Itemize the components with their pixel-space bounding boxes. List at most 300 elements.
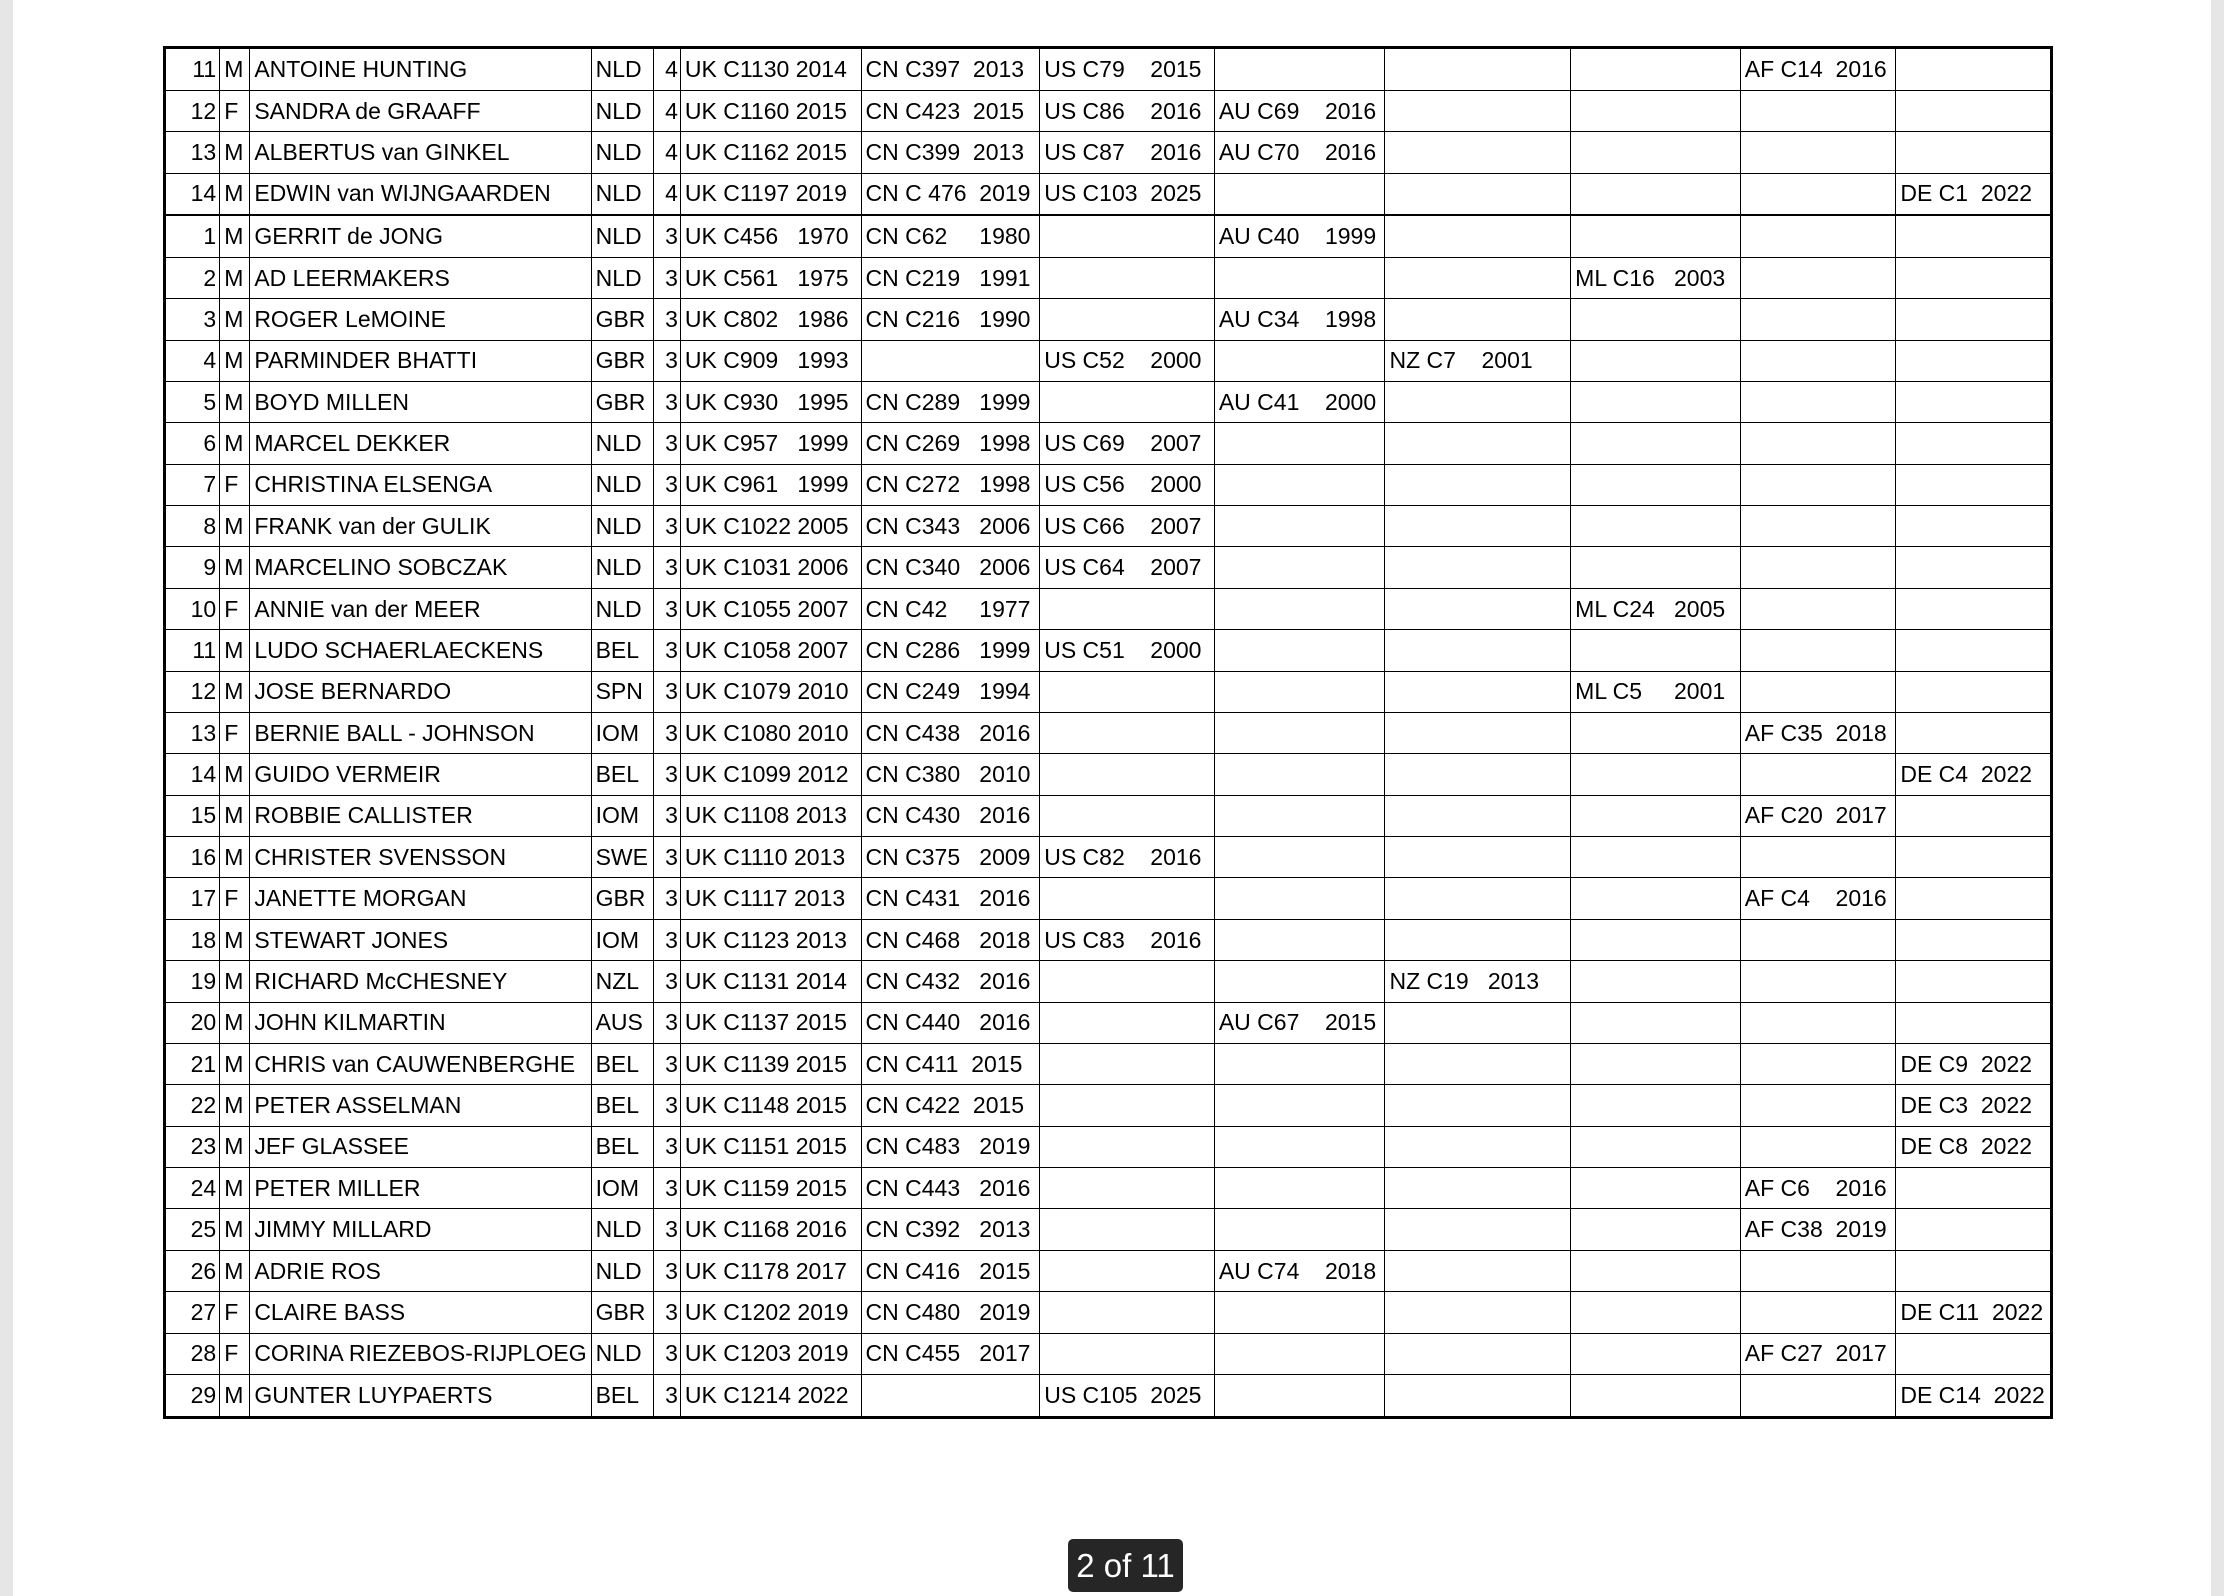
table-row	[165, 1043, 2052, 1084]
cn-entry-cell	[861, 1374, 1040, 1417]
af-entry-cell	[1740, 340, 1896, 381]
ml-entry-cell	[1571, 1374, 1741, 1417]
af-entry-cell	[1740, 754, 1896, 795]
member-name-cell: GUIDO VERMEIR	[250, 754, 591, 795]
af-entry-cell	[1740, 1043, 1896, 1084]
uk-entry-cell: UK C957 1999	[680, 423, 861, 464]
us-entry-cell	[1040, 878, 1215, 919]
de-entry-cell	[1896, 90, 2052, 131]
table-row	[165, 712, 2052, 753]
au-entry-cell	[1214, 1168, 1385, 1209]
ml-entry-cell	[1571, 90, 1741, 131]
nz-entry-cell	[1385, 381, 1571, 422]
table-row	[165, 795, 2052, 836]
af-entry-cell: AF C6 2016	[1740, 1168, 1896, 1209]
cn-entry-cell: CN C411 2015	[861, 1043, 1040, 1084]
gender-cell: M	[220, 1002, 250, 1043]
country-code-cell: NLD	[591, 1250, 653, 1291]
nz-entry-cell	[1385, 837, 1571, 878]
member-name-cell: ROBBIE CALLISTER	[250, 795, 591, 836]
nz-entry-cell	[1385, 1292, 1571, 1333]
gender-cell: F	[220, 712, 250, 753]
table-row	[165, 1250, 2052, 1291]
country-code-cell: NLD	[591, 132, 653, 173]
ml-entry-cell	[1571, 837, 1741, 878]
au-entry-cell	[1214, 423, 1385, 464]
row-number-cell: 2	[165, 257, 220, 298]
us-entry-cell	[1040, 961, 1215, 1002]
table-body	[165, 48, 2052, 1418]
table-row	[165, 216, 2052, 257]
table-row	[165, 878, 2052, 919]
row-number-cell: 12	[165, 90, 220, 131]
us-entry-cell: US C105 2025	[1040, 1374, 1215, 1417]
member-name-cell: EDWIN van WIJNGAARDEN	[250, 173, 591, 214]
table-row	[165, 506, 2052, 547]
cn-entry-cell: CN C219 1991	[861, 257, 1040, 298]
document-page	[13, 0, 2211, 1596]
uk-entry-cell: UK C1031 2006	[680, 547, 861, 588]
gender-cell: M	[220, 754, 250, 795]
nz-entry-cell	[1385, 48, 1571, 91]
au-entry-cell	[1214, 1374, 1385, 1417]
nz-entry-cell: NZ C7 2001	[1385, 340, 1571, 381]
uk-entry-cell: UK C1197 2019	[680, 173, 861, 214]
ml-entry-cell	[1571, 1250, 1741, 1291]
de-entry-cell	[1896, 381, 2052, 422]
de-entry-cell: DE C3 2022	[1896, 1085, 2052, 1126]
af-entry-cell	[1740, 837, 1896, 878]
af-entry-cell	[1740, 919, 1896, 960]
nz-entry-cell	[1385, 588, 1571, 629]
ml-entry-cell	[1571, 340, 1741, 381]
nz-entry-cell	[1385, 257, 1571, 298]
gender-cell: M	[220, 381, 250, 422]
country-code-cell: NLD	[591, 216, 653, 257]
cn-entry-cell: CN C375 2009	[861, 837, 1040, 878]
uk-entry-cell: UK C1168 2016	[680, 1209, 861, 1250]
de-entry-cell	[1896, 299, 2052, 340]
us-entry-cell	[1040, 1085, 1215, 1126]
row-number-cell: 24	[165, 1168, 220, 1209]
de-entry-cell	[1896, 506, 2052, 547]
member-name-cell: LUDO SCHAERLAECKENS	[250, 630, 591, 671]
row-number-cell: 25	[165, 1209, 220, 1250]
af-entry-cell	[1740, 1002, 1896, 1043]
country-code-cell: IOM	[591, 919, 653, 960]
us-entry-cell	[1040, 1168, 1215, 1209]
level-cell: 3	[653, 547, 680, 588]
gender-cell: M	[220, 1085, 250, 1126]
member-name-cell: CHRIS van CAUWENBERGHE	[250, 1043, 591, 1084]
country-code-cell: BEL	[591, 1374, 653, 1417]
au-entry-cell	[1214, 547, 1385, 588]
member-name-cell: CHRISTER SVENSSON	[250, 837, 591, 878]
table-row	[165, 257, 2052, 298]
level-cell: 4	[653, 48, 680, 91]
au-entry-cell	[1214, 1209, 1385, 1250]
au-entry-cell	[1214, 919, 1385, 960]
row-number-cell: 19	[165, 961, 220, 1002]
af-entry-cell: AF C4 2016	[1740, 878, 1896, 919]
de-entry-cell: DE C1 2022	[1896, 173, 2052, 214]
table-row	[165, 132, 2052, 173]
nz-entry-cell	[1385, 1250, 1571, 1291]
ml-entry-cell	[1571, 919, 1741, 960]
gender-cell: M	[220, 1126, 250, 1167]
ml-entry-cell	[1571, 754, 1741, 795]
au-entry-cell	[1214, 961, 1385, 1002]
level-cell: 3	[653, 1002, 680, 1043]
row-number-cell: 16	[165, 837, 220, 878]
af-entry-cell	[1740, 216, 1896, 257]
au-entry-cell: AU C67 2015	[1214, 1002, 1385, 1043]
ml-entry-cell	[1571, 1043, 1741, 1084]
level-cell: 3	[653, 961, 680, 1002]
af-entry-cell: AF C20 2017	[1740, 795, 1896, 836]
us-entry-cell	[1040, 1209, 1215, 1250]
nz-entry-cell	[1385, 173, 1571, 214]
ml-entry-cell	[1571, 423, 1741, 464]
ml-entry-cell	[1571, 878, 1741, 919]
member-name-cell: RICHARD McCHESNEY	[250, 961, 591, 1002]
table-row	[165, 1085, 2052, 1126]
level-cell: 3	[653, 1209, 680, 1250]
uk-entry-cell: UK C1130 2014	[680, 48, 861, 91]
table-row	[165, 630, 2052, 671]
us-entry-cell	[1040, 381, 1215, 422]
row-number-cell: 3	[165, 299, 220, 340]
table-row	[165, 671, 2052, 712]
cn-entry-cell: CN C423 2015	[861, 90, 1040, 131]
uk-entry-cell: UK C961 1999	[680, 464, 861, 505]
af-entry-cell	[1740, 1250, 1896, 1291]
au-entry-cell	[1214, 257, 1385, 298]
de-entry-cell	[1896, 588, 2052, 629]
nz-entry-cell	[1385, 712, 1571, 753]
cn-entry-cell: CN C392 2013	[861, 1209, 1040, 1250]
level-cell: 3	[653, 837, 680, 878]
table-row	[165, 588, 2052, 629]
ml-entry-cell	[1571, 1333, 1741, 1374]
uk-entry-cell: UK C1178 2017	[680, 1250, 861, 1291]
nz-entry-cell	[1385, 1333, 1571, 1374]
level-cell: 3	[653, 299, 680, 340]
row-number-cell: 11	[165, 630, 220, 671]
table-row	[165, 464, 2052, 505]
au-entry-cell: AU C41 2000	[1214, 381, 1385, 422]
us-entry-cell: US C82 2016	[1040, 837, 1215, 878]
row-number-cell: 6	[165, 423, 220, 464]
level-cell: 3	[653, 1333, 680, 1374]
af-entry-cell: AF C27 2017	[1740, 1333, 1896, 1374]
country-code-cell: GBR	[591, 381, 653, 422]
de-entry-cell	[1896, 547, 2052, 588]
row-number-cell: 18	[165, 919, 220, 960]
member-name-cell: ADRIE ROS	[250, 1250, 591, 1291]
row-number-cell: 1	[165, 216, 220, 257]
gender-cell: M	[220, 216, 250, 257]
table-row	[165, 754, 2052, 795]
gender-cell: M	[220, 132, 250, 173]
de-entry-cell	[1896, 132, 2052, 173]
country-code-cell: BEL	[591, 1126, 653, 1167]
member-name-cell: SANDRA de GRAAFF	[250, 90, 591, 131]
cn-entry-cell: CN C286 1999	[861, 630, 1040, 671]
gender-cell: M	[220, 506, 250, 547]
af-entry-cell	[1740, 132, 1896, 173]
member-name-cell: GUNTER LUYPAERTS	[250, 1374, 591, 1417]
level-cell: 3	[653, 381, 680, 422]
gender-cell: M	[220, 257, 250, 298]
level-cell: 3	[653, 423, 680, 464]
de-entry-cell: DE C9 2022	[1896, 1043, 2052, 1084]
country-code-cell: SPN	[591, 671, 653, 712]
gender-cell: M	[220, 340, 250, 381]
nz-entry-cell	[1385, 1374, 1571, 1417]
member-name-cell: CORINA RIEZEBOS-RIJPLOEG	[250, 1333, 591, 1374]
de-entry-cell	[1896, 961, 2052, 1002]
au-entry-cell	[1214, 837, 1385, 878]
ml-entry-cell	[1571, 1126, 1741, 1167]
cn-entry-cell: CN C289 1999	[861, 381, 1040, 422]
au-entry-cell	[1214, 1126, 1385, 1167]
row-number-cell: 29	[165, 1374, 220, 1417]
cn-entry-cell: CN C483 2019	[861, 1126, 1040, 1167]
nz-entry-cell	[1385, 216, 1571, 257]
cn-entry-cell: CN C438 2016	[861, 712, 1040, 753]
af-entry-cell	[1740, 299, 1896, 340]
af-entry-cell: AF C14 2016	[1740, 48, 1896, 91]
cn-entry-cell: CN C380 2010	[861, 754, 1040, 795]
country-code-cell: BEL	[591, 1085, 653, 1126]
uk-entry-cell: UK C930 1995	[680, 381, 861, 422]
member-name-cell: CHRISTINA ELSENGA	[250, 464, 591, 505]
af-entry-cell	[1740, 588, 1896, 629]
uk-entry-cell: UK C1159 2015	[680, 1168, 861, 1209]
de-entry-cell	[1896, 1002, 2052, 1043]
member-name-cell: BERNIE BALL - JOHNSON	[250, 712, 591, 753]
af-entry-cell: AF C38 2019	[1740, 1209, 1896, 1250]
table-row	[165, 1126, 2052, 1167]
table-row	[165, 299, 2052, 340]
uk-entry-cell: UK C1137 2015	[680, 1002, 861, 1043]
uk-entry-cell: UK C1110 2013	[680, 837, 861, 878]
af-entry-cell	[1740, 464, 1896, 505]
ml-entry-cell	[1571, 1002, 1741, 1043]
member-name-cell: CLAIRE BASS	[250, 1292, 591, 1333]
row-number-cell: 10	[165, 588, 220, 629]
table-row	[165, 1168, 2052, 1209]
de-entry-cell	[1896, 48, 2052, 91]
ml-entry-cell	[1571, 216, 1741, 257]
level-cell: 3	[653, 588, 680, 629]
nz-entry-cell	[1385, 90, 1571, 131]
member-name-cell: FRANK van der GULIK	[250, 506, 591, 547]
gender-cell: F	[220, 90, 250, 131]
nz-entry-cell	[1385, 754, 1571, 795]
cn-entry-cell: CN C343 2006	[861, 506, 1040, 547]
af-entry-cell	[1740, 257, 1896, 298]
ml-entry-cell: ML C5 2001	[1571, 671, 1741, 712]
country-code-cell: NLD	[591, 90, 653, 131]
au-entry-cell	[1214, 671, 1385, 712]
cn-entry-cell: CN C269 1998	[861, 423, 1040, 464]
cn-entry-cell: CN C216 1990	[861, 299, 1040, 340]
af-entry-cell	[1740, 423, 1896, 464]
de-entry-cell: DE C4 2022	[1896, 754, 2052, 795]
au-entry-cell	[1214, 878, 1385, 919]
country-code-cell: BEL	[591, 754, 653, 795]
au-entry-cell	[1214, 630, 1385, 671]
country-code-cell: SWE	[591, 837, 653, 878]
cn-entry-cell: CN C399 2013	[861, 132, 1040, 173]
us-entry-cell	[1040, 1043, 1215, 1084]
cn-entry-cell: CN C432 2016	[861, 961, 1040, 1002]
cn-entry-cell: CN C455 2017	[861, 1333, 1040, 1374]
table-row	[165, 1209, 2052, 1250]
level-cell: 3	[653, 1168, 680, 1209]
row-number-cell: 15	[165, 795, 220, 836]
table-row	[165, 961, 2052, 1002]
us-entry-cell: US C87 2016	[1040, 132, 1215, 173]
au-entry-cell: AU C34 1998	[1214, 299, 1385, 340]
level-cell: 4	[653, 173, 680, 214]
country-code-cell: NLD	[591, 506, 653, 547]
level-cell: 3	[653, 1374, 680, 1417]
country-code-cell: IOM	[591, 1168, 653, 1209]
de-entry-cell	[1896, 671, 2052, 712]
gender-cell: F	[220, 878, 250, 919]
cn-entry-cell: CN C 476 2019	[861, 173, 1040, 214]
af-entry-cell	[1740, 506, 1896, 547]
cn-entry-cell: CN C62 1980	[861, 216, 1040, 257]
country-code-cell: NLD	[591, 173, 653, 214]
country-code-cell: BEL	[591, 1043, 653, 1084]
au-entry-cell	[1214, 48, 1385, 91]
au-entry-cell	[1214, 464, 1385, 505]
cn-entry-cell: CN C397 2013	[861, 48, 1040, 91]
ml-entry-cell	[1571, 630, 1741, 671]
gender-cell: M	[220, 48, 250, 91]
ml-entry-cell	[1571, 712, 1741, 753]
gender-cell: F	[220, 588, 250, 629]
row-number-cell: 27	[165, 1292, 220, 1333]
nz-entry-cell	[1385, 464, 1571, 505]
table-row	[165, 547, 2052, 588]
us-entry-cell: US C64 2007	[1040, 547, 1215, 588]
cn-entry-cell: CN C416 2015	[861, 1250, 1040, 1291]
uk-entry-cell: UK C1203 2019	[680, 1333, 861, 1374]
table-row	[165, 423, 2052, 464]
ml-entry-cell	[1571, 132, 1741, 173]
uk-entry-cell: UK C802 1986	[680, 299, 861, 340]
af-entry-cell	[1740, 961, 1896, 1002]
au-entry-cell: AU C69 2016	[1214, 90, 1385, 131]
gender-cell: M	[220, 547, 250, 588]
level-cell: 3	[653, 630, 680, 671]
country-code-cell: NLD	[591, 423, 653, 464]
member-name-cell: ROGER LeMOINE	[250, 299, 591, 340]
cn-entry-cell: CN C430 2016	[861, 795, 1040, 836]
nz-entry-cell	[1385, 919, 1571, 960]
au-entry-cell	[1214, 340, 1385, 381]
uk-entry-cell: UK C1117 2013	[680, 878, 861, 919]
level-cell: 3	[653, 1250, 680, 1291]
de-entry-cell	[1896, 464, 2052, 505]
row-number-cell: 28	[165, 1333, 220, 1374]
table-row	[165, 90, 2052, 131]
row-number-cell: 14	[165, 754, 220, 795]
cn-entry-cell: CN C443 2016	[861, 1168, 1040, 1209]
level-cell: 3	[653, 216, 680, 257]
row-number-cell: 23	[165, 1126, 220, 1167]
level-cell: 3	[653, 1292, 680, 1333]
member-name-cell: MARCELINO SOBCZAK	[250, 547, 591, 588]
af-entry-cell	[1740, 630, 1896, 671]
af-entry-cell	[1740, 381, 1896, 422]
au-entry-cell: AU C40 1999	[1214, 216, 1385, 257]
cn-entry-cell: CN C42 1977	[861, 588, 1040, 629]
us-entry-cell	[1040, 257, 1215, 298]
gender-cell: M	[220, 1043, 250, 1084]
table-row	[165, 1374, 2052, 1417]
page-indicator: 2 of 11	[1068, 1539, 1183, 1592]
gender-cell: M	[220, 919, 250, 960]
nz-entry-cell	[1385, 547, 1571, 588]
de-entry-cell	[1896, 216, 2052, 257]
row-number-cell: 7	[165, 464, 220, 505]
us-entry-cell	[1040, 712, 1215, 753]
us-entry-cell	[1040, 1250, 1215, 1291]
ml-entry-cell	[1571, 506, 1741, 547]
row-number-cell: 14	[165, 173, 220, 214]
us-entry-cell: US C86 2016	[1040, 90, 1215, 131]
table-row	[165, 837, 2052, 878]
uk-entry-cell: UK C1148 2015	[680, 1085, 861, 1126]
gender-cell: M	[220, 837, 250, 878]
us-entry-cell	[1040, 216, 1215, 257]
row-number-cell: 26	[165, 1250, 220, 1291]
us-entry-cell	[1040, 754, 1215, 795]
us-entry-cell: US C66 2007	[1040, 506, 1215, 547]
level-cell: 3	[653, 1085, 680, 1126]
member-name-cell: ANNIE van der MEER	[250, 588, 591, 629]
cn-entry-cell: CN C340 2006	[861, 547, 1040, 588]
us-entry-cell: US C52 2000	[1040, 340, 1215, 381]
au-entry-cell	[1214, 795, 1385, 836]
ml-entry-cell	[1571, 381, 1741, 422]
af-entry-cell	[1740, 1126, 1896, 1167]
us-entry-cell: US C79 2015	[1040, 48, 1215, 91]
member-name-cell: JEF GLASSEE	[250, 1126, 591, 1167]
uk-entry-cell: UK C456 1970	[680, 216, 861, 257]
uk-entry-cell: UK C1214 2022	[680, 1374, 861, 1417]
gender-cell: M	[220, 1209, 250, 1250]
row-number-cell: 13	[165, 712, 220, 753]
af-entry-cell: AF C35 2018	[1740, 712, 1896, 753]
nz-entry-cell	[1385, 1085, 1571, 1126]
de-entry-cell: DE C11 2022	[1896, 1292, 2052, 1333]
us-entry-cell	[1040, 299, 1215, 340]
member-name-cell: STEWART JONES	[250, 919, 591, 960]
member-name-cell: JIMMY MILLARD	[250, 1209, 591, 1250]
level-cell: 3	[653, 795, 680, 836]
table-row	[165, 340, 2052, 381]
country-code-cell: NLD	[591, 1333, 653, 1374]
gender-cell: F	[220, 464, 250, 505]
row-number-cell: 4	[165, 340, 220, 381]
